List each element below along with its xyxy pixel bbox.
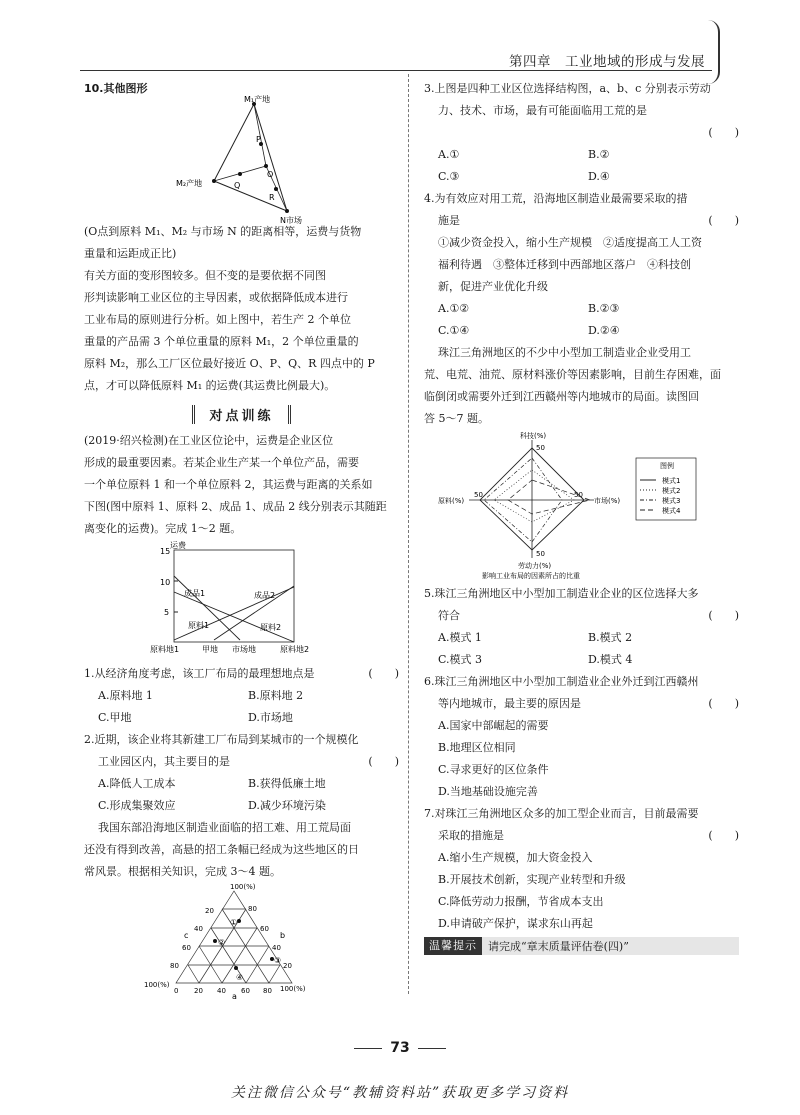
q1-option-b[interactable]: B.原料地 2 [248, 689, 304, 702]
q1-option-c[interactable]: C.甲地 [98, 711, 132, 724]
q7-option-c[interactable]: C.降低劳动力报酬，节省成本支出 [438, 895, 604, 908]
radar-factor-chart [424, 430, 739, 580]
q5-option-d[interactable]: D.模式 4 [588, 653, 633, 666]
marker-1: ① [230, 918, 238, 927]
q6-option-b[interactable]: B.地理区位相同 [438, 741, 516, 754]
intro1-line-1: (2019·绍兴检测)在工业区位论中，运费是企业区位 [84, 434, 334, 447]
tick-10: 10 [160, 578, 171, 587]
tick-5: 5 [164, 608, 170, 617]
tick-a-40: 40 [217, 987, 226, 995]
label-product2: 成品2 [254, 591, 276, 600]
label-m2: M₂产地 [176, 179, 203, 188]
x-jia: 甲地 [202, 645, 218, 654]
q3-options-row-1 [424, 144, 739, 166]
marker-3: ③ [274, 956, 282, 965]
point-4 [234, 966, 238, 970]
q4-option-c[interactable]: C.①④ [438, 324, 470, 337]
label-raw1: 原料1 [188, 621, 210, 630]
page-number: 73 [0, 1040, 800, 1056]
q3-option-d[interactable]: D.④ [588, 170, 610, 183]
intro2-line-2: 还没有得到改善，高悬的招工条幅已经成为这些地区的日 [84, 843, 359, 856]
section-10-title: 10.其他图形 [84, 82, 148, 95]
tick-15: 15 [160, 547, 171, 556]
label-r: R [269, 193, 275, 202]
axis-c: c [184, 931, 189, 940]
point-q [238, 172, 242, 176]
question-6-line-2: 等内地城市，最主要的原因是 ( ) [438, 697, 739, 710]
footer-note: 关注微信公众号“教辅资料站”获取更多学习资料 [230, 1085, 570, 1101]
x-raw2: 原料地2 [280, 645, 310, 654]
reminder-bar [424, 937, 739, 955]
q4-options-row-1 [424, 298, 739, 320]
question-3-line-2: 力、技术、市场，最有可能面临用工荒的是 [438, 104, 647, 117]
point-1 [237, 919, 241, 923]
series-product1 [174, 576, 240, 640]
tick-a-80: 80 [263, 987, 272, 995]
marker-4: ④ [236, 973, 244, 982]
x-raw1: 原料地1 [150, 645, 180, 654]
q5-option-c[interactable]: C.模式 3 [438, 653, 483, 666]
tick-l-60: 60 [182, 944, 191, 952]
tick-r-20: 20 [283, 962, 292, 970]
chart-ylabel: 运费 [170, 541, 186, 550]
q3-option-a[interactable]: A.① [438, 148, 460, 161]
reminder-text: 请完成“章末质量评估卷(四)” [488, 940, 629, 953]
q1-option-d[interactable]: D.市场地 [248, 711, 293, 724]
figure-note-line-1: (O点到原料 M₁、M₂ 与市场 N 的距离相等，运费与货物 [84, 225, 362, 238]
q2-option-b[interactable]: B.获得低廉土地 [248, 777, 326, 790]
q1-options-row-2 [84, 707, 399, 729]
legend-mode4: 模式4 [662, 507, 681, 515]
body-line-3: 工业布局的原则进行分析。如上图中，若生产 2 个单位 [84, 313, 351, 326]
point-n [285, 209, 289, 213]
label-raw2: 原料2 [260, 623, 282, 632]
label-top: 100(%) [230, 883, 256, 891]
label-right: 100(%) [280, 985, 306, 993]
axis-a: a [232, 992, 237, 1001]
q5-option-a[interactable]: A.模式 1 [438, 631, 482, 644]
question-5-line-2: 符合 ( ) [438, 609, 739, 622]
label-m1: M₁产地 [244, 95, 271, 104]
tick-labor-50: 50 [536, 550, 545, 558]
q1-option-a[interactable]: A.原料地 1 [98, 689, 153, 702]
q3-option-c[interactable]: C.③ [438, 170, 460, 183]
body-line-2: 形判读影响工业区位的主导因素，或依据降低成本进行 [84, 291, 348, 304]
question-2-line-2: 工业园区内，其主要目的是 ( ) [98, 755, 399, 768]
q4-items-line-3: 新，促进产业优化升级 [438, 280, 548, 293]
q6-option-a[interactable]: A.国家中部崛起的需要 [438, 719, 549, 732]
reminder-label: 温馨提示 [424, 937, 482, 955]
q2-options-row-1 [84, 773, 399, 795]
q7-option-b[interactable]: B.开展技术创新，实现产业转型和升级 [438, 873, 626, 886]
training-section-title: 对点训练 [84, 405, 399, 424]
tick-tech-50: 50 [536, 444, 545, 452]
page-header [0, 0, 800, 70]
question-3-line-1: 3.上图是四种工业区位选择结构图，a、b、c 分别表示劳动 [424, 82, 711, 95]
body-line-4: 重量的产品需 3 个单位重量的原料 M₁，2 个单位重量的 [84, 335, 359, 348]
q5-option-b[interactable]: B.模式 2 [588, 631, 633, 644]
label-p: P [256, 135, 261, 144]
legend-mode1: 模式1 [662, 477, 681, 485]
intro1-line-3: 一个单位原料 1 和一个单位原料 2，其运费与距离的关系如 [84, 478, 373, 491]
freight-cost-chart [84, 540, 399, 660]
q2-option-d[interactable]: D.减少环境污染 [248, 799, 326, 812]
q4-option-d[interactable]: D.②④ [588, 324, 620, 337]
triangle-location-figure [84, 95, 399, 225]
q6-option-c[interactable]: C.寻求更好的区位条件 [438, 763, 549, 776]
q4-option-b[interactable]: B.②③ [588, 302, 620, 315]
question-4-line-1: 4.为有效应对用工荒，沿海地区制造业最需要采取的措 [424, 192, 688, 205]
label-q: Q [234, 181, 241, 190]
legend-mode2: 模式2 [662, 487, 681, 495]
tick-raw-50: 50 [474, 491, 483, 499]
label-product1: 成品1 [184, 589, 206, 598]
tick-l-80: 80 [170, 962, 179, 970]
q4-options-row-2 [424, 320, 739, 342]
q2-option-c[interactable]: C.形成集聚效应 [98, 799, 176, 812]
q5-options-row-2 [424, 649, 739, 671]
tick-l-40: 40 [194, 925, 203, 933]
q4-option-a[interactable]: A.①② [438, 302, 470, 315]
axis-market: 市场(%) [594, 497, 621, 505]
question-5-line-1: 5.珠江三角洲地区中小型加工制造业企业的区位选择大多 [424, 587, 699, 600]
intro3-line-4: 答 5～7 题。 [424, 412, 489, 425]
label-left: 100(%) [144, 981, 170, 989]
q7-option-a[interactable]: A.缩小生产规模，加大资金投入 [438, 851, 593, 864]
intro1-line-4: 下图(图中原料 1、原料 2、成品 1、成品 2 线分别表示其随距 [84, 500, 387, 513]
body-line-5: 原料 M₂，那么工厂区位最好接近 O、P、Q、R 四点中的 P [84, 357, 375, 370]
tick-b-20: 20 [205, 907, 214, 915]
tick-r-60: 60 [260, 925, 269, 933]
tick-a-60: 60 [241, 987, 250, 995]
x-market: 市场地 [232, 645, 256, 654]
right-column [424, 78, 739, 955]
question-6-line-1: 6.珠江三角洲地区中小型加工制造业企业外迁到江西赣州 [424, 675, 699, 688]
header-bracket [706, 20, 720, 84]
legend-title: 图例 [660, 462, 674, 470]
legend-mode3: 模式3 [662, 497, 681, 505]
tick-a-0: 0 [174, 987, 179, 995]
q2-options-row-2 [84, 795, 399, 817]
point-o [264, 164, 268, 168]
q6-option-d[interactable]: D.当地基础设施完善 [438, 785, 538, 798]
intro3-line-3: 临倒闭或需要外迁到江西赣州等内地城市的局面。读图回 [424, 390, 699, 403]
body-line-1: 有关方面的变形图较多。但不变的是要依据不同图 [84, 269, 326, 282]
intro1-line-2: 形成的最重要因素。若某企业生产某一个单位产品，需要 [84, 456, 359, 469]
q1-options-row-1 [84, 685, 399, 707]
q4-items-line-1: ①减少资金投入，缩小生产规模 ②适度提高工人工资 [438, 236, 702, 249]
label-o: O [267, 170, 274, 179]
label-n: N市场 [280, 216, 302, 225]
question-3-blank: ( ) [708, 126, 739, 139]
point-r [274, 187, 278, 191]
intro1-line-5: 离变化的运费)。完成 1～2 题。 [84, 522, 242, 535]
header-rule [80, 70, 712, 71]
left-column [84, 78, 399, 1004]
chart-caption: 影响工业布局的因素所占的比重 [482, 572, 580, 580]
question-1: 1.从经济角度考虑，该工厂布局的最理想地点是 ( ) [84, 667, 399, 680]
q7-option-d[interactable]: D.申请破产保护，谋求东山再起 [438, 917, 593, 930]
intro2-line-1: 我国东部沿海地区制造业面临的招工难、用工荒局面 [98, 821, 351, 834]
intro2-line-3: 常风景。根据相关知识，完成 3～4 题。 [84, 865, 281, 878]
q5-options-row-1 [424, 627, 739, 649]
axis-raw: 原料(%) [438, 497, 465, 505]
point-2 [213, 939, 217, 943]
axis-b: b [280, 931, 286, 940]
tick-market-50: 50 [574, 491, 583, 499]
intro3-line-1: 珠江三角洲地区的不少中小型加工制造业企业受用工 [438, 346, 691, 359]
tick-b-80: 80 [248, 905, 257, 913]
question-7-line-2: 采取的措施是 ( ) [438, 829, 739, 842]
q3-option-b[interactable]: B.② [588, 148, 610, 161]
question-4-line-2: 施是 ( ) [438, 214, 739, 227]
column-divider [408, 74, 409, 994]
figure-note-line-2: 重量和运距成正比) [84, 247, 177, 260]
body-line-6: 点，才可以降低原料 M₁ 的运费(其运费比例最大)。 [84, 379, 336, 392]
axis-labor: 劳动力(%) [518, 562, 552, 570]
question-7-line-1: 7.对珠江三角洲地区众多的加工型企业而言，目前最需要 [424, 807, 699, 820]
tick-a-20: 20 [194, 987, 203, 995]
q4-items-line-2: 福利待遇 ③整体迁移到中西部地区落户 ④科技创 [438, 258, 691, 271]
chapter-title: 第四章 工业地域的形成与发展 [509, 54, 705, 70]
q3-options-row-2 [424, 166, 739, 188]
point-m2 [212, 179, 216, 183]
tick-r-40: 40 [272, 944, 281, 952]
marker-2: ② [218, 938, 226, 947]
intro3-line-2: 荒、电荒、油荒、原材料涨价等因素影响，目前生存困难，面 [424, 368, 721, 381]
ternary-diagram [84, 883, 399, 1001]
question-2-line-1: 2.近期，该企业将其新建工厂布局到某城市的一个规模化 [84, 733, 359, 746]
q2-option-a[interactable]: A.降低人工成本 [98, 777, 176, 790]
axis-tech: 科技(%) [520, 432, 547, 440]
